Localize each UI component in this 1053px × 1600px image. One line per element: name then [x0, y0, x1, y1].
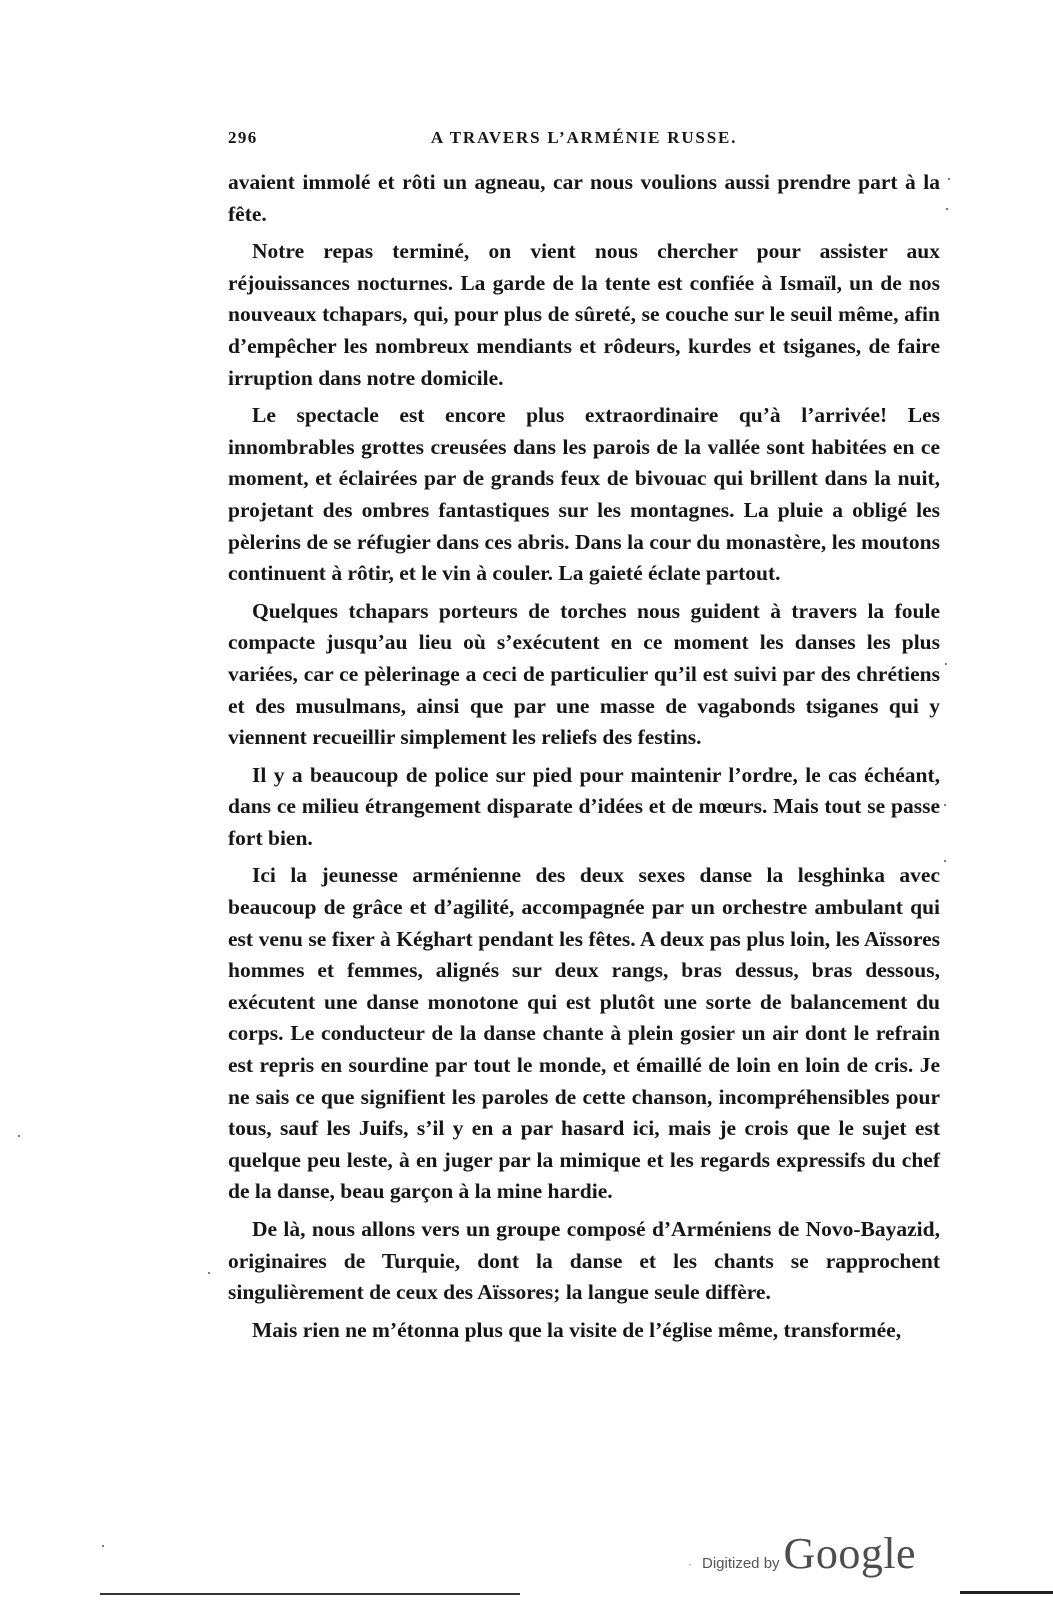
paragraph-8: Mais rien ne m’étonna plus que la visite de l’église même, transformée, — [252, 1317, 902, 1342]
paragraph-3: Le spectacle est encore plus extraordinaire qu’à l’arrivée! Les innombrables grottes creusées dans les parois de la vallée sont habitées en ce moment, et éclairées par de grands feux de bivouac qui brillent dans la nuit, projetant des ombres fantastiques sur les montagnes. La pluie a obligé les pèlerins de se réfugier dans ces abris. Dans la cour du monastère, les moutons continuent à rôtir, et le vin à couler. La gaieté éclate partout. — [228, 403, 940, 586]
paragraph-2: Notre repas terminé, on vient nous chercher pour assister aux réjouissances nocturnes. La garde de la tente est confiée à Ismaïl, un de nos nouveaux tchapars, qui, pour plus de sûreté, se couche sur le seuil même, afin d’empêcher les nombreux mendiants et rôdeurs, kurdes et tsiganes, de faire irruption dans notre domicile. — [228, 239, 940, 390]
page-number: 296 — [228, 128, 258, 147]
google-logo: Google — [783, 1529, 917, 1578]
paragraph-5: Il y a beaucoup de police sur pied pour maintenir l’ordre, le cas échéant, dans ce milieu étrangement disparate d’idées et de mœurs. Mais tout se passe fort bien. — [228, 762, 940, 850]
body-text — [228, 167, 940, 1352]
paragraph-4: Quelques tchapars porteurs de torches nous guident à travers la foule compacte jusqu’au lieu où s’exécutent en ce moment les danses les plus variées, car ce pèlerinage a ceci de particulier qu’il est suivi par des chrétiens et des musulmans, ainsi que par une masse de vagabonds tsiganes qui y viennent recueillir simplement les reliefs des festins. — [228, 598, 940, 750]
digitized-by-google-watermark — [688, 1528, 928, 1578]
watermark-prefix: Digitized by — [702, 1555, 780, 1572]
scan-edge-line-right — [960, 1591, 1053, 1594]
scan-speck — [208, 1272, 210, 1274]
paragraph-6: Ici la jeunesse arménienne des deux sexes danse la lesghinka avec beaucoup de grâce et d’agilité, accompagnée par un orchestre ambulant qui est venu se fixer à Kéghart pendant les fêtes. A deux pas plus loin, les Aïssores hommes et femmes, alignés sur deux rangs, bras dessus, bras dessous, exécutent une danse monotone qui est plutôt une sorte de balancement du corps. Le conducteur de la danse chante à plein gosier un air dont le refrain est repris en sourdine par tout le monde, et émaillé de loin en loin de cris. Je ne sais ce que signifient les paroles de cette chanson, incompréhensibles pour tous, sauf les Juifs, s’il y en a par hasard ici, mais je crois que le sujet est quelque peu leste, à en juger par la mimique et les regards expressifs du chef de la danse, beau garçon à la mine hardie. — [228, 863, 940, 1204]
running-title: A TRAVERS L’ARMÉNIE RUSSE. — [430, 128, 738, 147]
watermark-dot: · — [688, 1557, 692, 1571]
scan-speck — [944, 860, 946, 862]
paragraph-7: De là, nous allons vers un groupe composé d’Arméniens de Novo-Bayazid, originaires de Turquie, dont la danse et les chants se rapprochent singulièrement de ceux des Aïssores; la langue seule diffère. — [228, 1217, 940, 1305]
running-head — [228, 128, 940, 152]
scan-speck — [102, 1545, 104, 1547]
scan-speck — [18, 1135, 20, 1137]
scan-speck — [945, 663, 947, 665]
scan-speck — [946, 208, 948, 210]
scan-speck — [948, 178, 950, 180]
scan-speck — [944, 804, 946, 806]
paragraph-1: avaient immolé et rôti un agneau, car nous voulions aussi prendre part à la fête. — [228, 170, 940, 226]
scan-edge-line — [100, 1593, 520, 1595]
